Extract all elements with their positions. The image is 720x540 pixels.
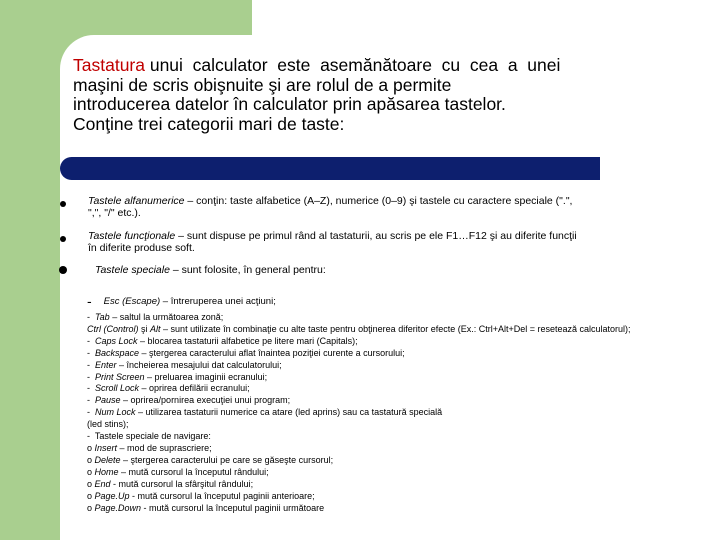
list-item bbox=[87, 312, 707, 324]
special-keys-list bbox=[87, 312, 707, 514]
list-item bbox=[87, 431, 707, 443]
list-item-prefix: o bbox=[87, 466, 95, 477]
bullet-1-text-2: ",", "/" etc.). bbox=[88, 207, 141, 219]
list-item-prefix: o bbox=[87, 502, 95, 513]
list-item-prefix: - bbox=[87, 335, 95, 346]
bullet-alphanumeric bbox=[88, 195, 698, 219]
bullet-2-term: Tastele funcţionale bbox=[88, 230, 176, 242]
list-item-desc: – mod de suprascriere; bbox=[117, 442, 212, 453]
list-item-key: Page.Down bbox=[94, 502, 142, 513]
list-item-key: Home bbox=[94, 466, 119, 477]
esc-line bbox=[87, 295, 276, 308]
list-item-desc: – ştergerea caracterului aflat înaintea poziţiei curente a cursorului; bbox=[139, 347, 405, 358]
title-line-3: introducerea datelor în calculator prin apăsarea tastelor. bbox=[73, 94, 506, 114]
list-item-key: Caps Lock bbox=[95, 335, 138, 346]
bullet-2-text-2: în diferite produse soft. bbox=[88, 242, 195, 254]
list-item bbox=[87, 419, 707, 431]
list-item-prefix: o bbox=[87, 478, 95, 489]
list-item-key: Num Lock bbox=[95, 407, 136, 418]
list-item bbox=[87, 491, 707, 503]
list-item-prefix: o bbox=[87, 490, 95, 501]
list-item-desc: – utilizarea tastaturii numerice ca atare (led aprins) sau ca tastatură specială bbox=[135, 407, 443, 418]
list-item-prefix: - bbox=[87, 383, 95, 394]
list-item-key: Scroll Lock bbox=[95, 383, 140, 394]
list-item-desc: – ştergerea caracterului pe care se găseşte cursorul; bbox=[120, 454, 334, 465]
list-item-mid: şi bbox=[138, 323, 151, 334]
list-item-desc: – sunt utilizate în combinaţie cu alte taste pentru obţinerea diferitor efecte (Ex.: Ctrl+Alt+Del = resetează calculatorul); bbox=[160, 323, 631, 334]
list-item-key: End bbox=[94, 478, 111, 489]
list-item-desc: Tastele speciale de navigare: bbox=[94, 431, 211, 442]
bullet-dot-1 bbox=[60, 201, 66, 207]
esc-key: Esc (Escape) bbox=[103, 296, 161, 307]
list-item-key: Print Screen bbox=[95, 371, 145, 382]
list-item-key: Backspace bbox=[95, 347, 140, 358]
list-item-desc: – preluarea imaginii ecranului; bbox=[144, 371, 268, 382]
list-item bbox=[87, 360, 707, 372]
list-item-key: Pause bbox=[95, 395, 121, 406]
esc-desc: – întreruperea unei acţiuni; bbox=[160, 296, 276, 307]
list-item-desc: - mută cursorul la începutul paginii anterioare; bbox=[129, 490, 315, 501]
list-item-prefix: - bbox=[87, 371, 95, 382]
bullet-dot-2 bbox=[60, 236, 66, 242]
list-item bbox=[87, 348, 707, 360]
list-item-prefix: o bbox=[87, 454, 95, 465]
bullet-dot-3 bbox=[59, 266, 67, 274]
bullet-3-term: Tastele speciale bbox=[95, 264, 170, 276]
list-item bbox=[87, 503, 707, 515]
esc-dash: - bbox=[87, 293, 92, 309]
list-item-prefix: - bbox=[87, 431, 95, 442]
title-line-4: Conţine trei categorii mari de taste: bbox=[73, 113, 345, 134]
list-item bbox=[87, 383, 707, 395]
list-item-desc: – oprirea/pornirea execuţiei unui program; bbox=[120, 395, 291, 406]
bullet-3-text: – sunt folosite, în general pentru: bbox=[169, 264, 326, 276]
list-item-desc: - mută cursorul la sfârşitul rândului; bbox=[110, 478, 254, 489]
bullet-1-text: – conţin: taste alfabetice (A–Z), numerice (0–9) şi tastele cu caractere speciale (".", bbox=[184, 195, 573, 207]
list-item-key: Insert bbox=[94, 442, 118, 453]
list-item-key: Ctrl (Control) bbox=[87, 323, 139, 334]
list-item bbox=[87, 455, 707, 467]
title-divider-bar bbox=[60, 157, 600, 180]
list-item bbox=[87, 467, 707, 479]
list-item bbox=[87, 324, 707, 336]
list-item bbox=[87, 479, 707, 491]
list-item-desc: – saltul la următoarea zonă; bbox=[109, 312, 224, 322]
list-item-key: Alt bbox=[150, 323, 161, 334]
list-item-desc: – încheierea mesajului dat calculatorului; bbox=[116, 359, 282, 370]
list-item-prefix: - bbox=[87, 395, 95, 406]
list-item-key: Page.Up bbox=[94, 490, 130, 501]
slide-title bbox=[73, 56, 693, 134]
list-item-prefix: - bbox=[87, 359, 95, 370]
list-item-desc: (led stins); bbox=[87, 419, 129, 430]
bullet-functional bbox=[88, 230, 698, 254]
title-keyword: Tastatura bbox=[73, 55, 145, 75]
bullet-special bbox=[95, 264, 695, 276]
bullet-1-term: Tastele alfanumerice bbox=[88, 195, 185, 207]
list-item-prefix: - bbox=[87, 347, 95, 358]
list-item-desc: – blocarea tastaturii alfabetice pe litere mari (Capitals); bbox=[137, 335, 358, 346]
list-item bbox=[87, 395, 707, 407]
list-item bbox=[87, 443, 707, 455]
title-line-1: unui calculator este asemănătoare cu cea a unei bbox=[144, 55, 561, 75]
list-item-desc: – oprirea defilării ecranului; bbox=[139, 383, 250, 394]
list-item bbox=[87, 407, 707, 419]
list-item-prefix: - bbox=[87, 312, 95, 322]
list-item bbox=[87, 372, 707, 384]
title-line-2: maşini de scris obişnuite şi are rolul de a permite bbox=[73, 74, 452, 95]
list-item bbox=[87, 336, 707, 348]
left-green-band bbox=[0, 0, 60, 540]
list-item-key: Enter bbox=[95, 359, 117, 370]
list-item-key: Tab bbox=[95, 312, 110, 322]
list-item-desc: - mută cursorul la începutul paginii următoare bbox=[141, 502, 325, 513]
list-item-prefix: - bbox=[87, 407, 95, 418]
list-item-key: Delete bbox=[94, 454, 121, 465]
list-item-desc: – mută cursorul la începutul rândului; bbox=[118, 466, 269, 477]
list-item-prefix: o bbox=[87, 442, 95, 453]
bullet-2-text: – sunt dispuse pe primul rând al tastaturii, au scris pe ele F1…F12 şi au diferite funcţii bbox=[175, 230, 577, 242]
